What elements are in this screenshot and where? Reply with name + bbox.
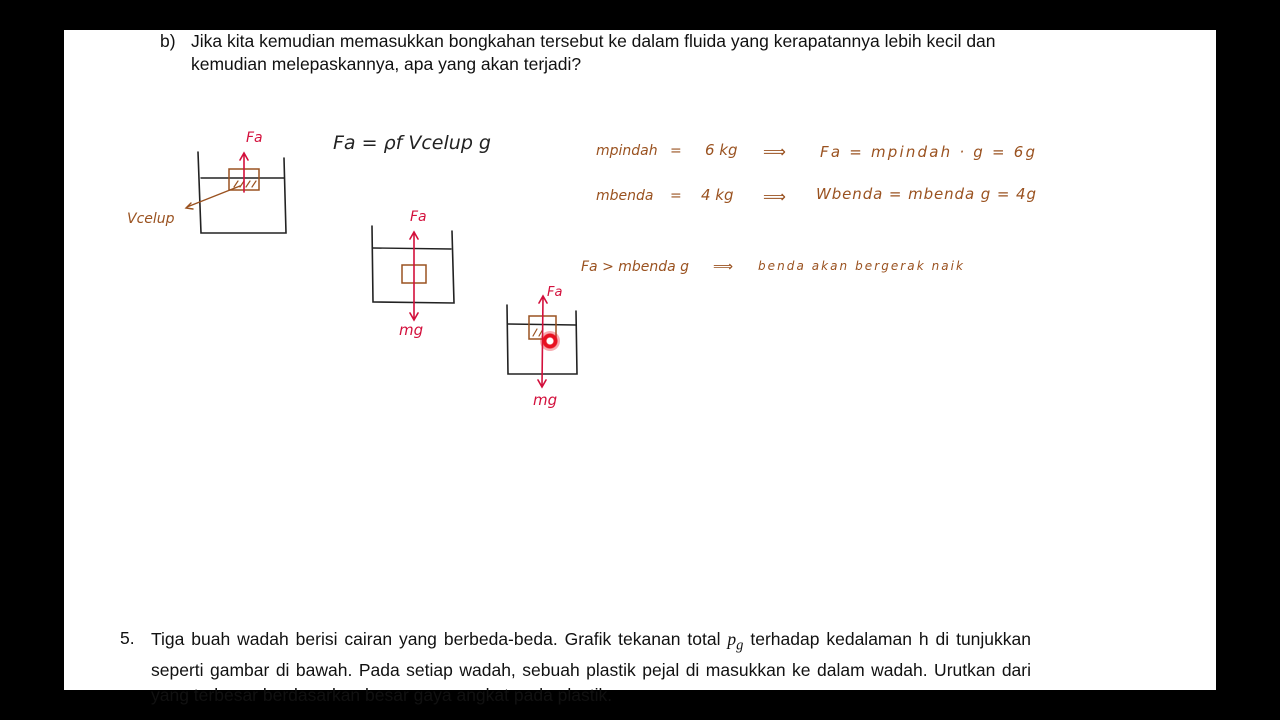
equation-line-2 — [596, 185, 1036, 206]
force-label-fa-2: Fa — [410, 209, 427, 225]
question-b-number: b) — [160, 31, 176, 51]
m-benda-value: 4 kg — [701, 186, 734, 204]
pressure-symbol — [727, 629, 744, 654]
diagram-submerged-block — [372, 226, 454, 320]
buoyant-force-result: Fa = mpindah · g = 6g — [820, 143, 1035, 161]
equals-sign: = — [670, 143, 682, 159]
question-5-text — [151, 627, 1031, 707]
equals-sign: = — [670, 188, 682, 204]
handwritten-notes — [64, 30, 1216, 690]
equation-line-1 — [596, 141, 1035, 161]
weight-label-mg-2: mg — [399, 321, 424, 339]
implies-arrow: ⟹ — [763, 187, 786, 206]
implies-arrow: ⟹ — [763, 142, 786, 161]
m-pindah-label: mpindah — [596, 143, 658, 159]
force-label-fa-3: Fa — [547, 285, 563, 300]
weight-label-mg-3: mg — [533, 391, 558, 409]
buoyancy-formula: Fa = ρf Vcelup g — [333, 132, 491, 154]
volume-label-vcelup: Vcelup — [127, 211, 175, 227]
comparison: Fa > mbenda g — [581, 259, 689, 275]
m-pindah-value: 6 kg — [705, 141, 738, 159]
diagram-floating-block — [186, 152, 286, 233]
document-page — [64, 30, 1216, 705]
implies-arrow: ⟹ — [713, 259, 734, 275]
pressure-symbol-subscript: g — [736, 637, 744, 654]
m-benda-label: mbenda — [596, 188, 654, 204]
conclusion: benda akan bergerak naik — [758, 259, 963, 273]
question-5-number: 5. — [120, 628, 135, 648]
question-5-text-part2: terhadap kedalaman h di tunjukkan seperti gambar di bawah. Pada setiap wadah, sebuah plastik pejal di masukkan ke dalam wadah. Urutkan dari yang terbesar berdasarkan besar gaya angkat pada plastik. — [151, 629, 1031, 705]
pressure-symbol-p: p — [727, 629, 737, 649]
pointer-cursor-icon — [540, 331, 560, 351]
question-b-text: Jika kita kemudian memasukkan bongkahan tersebut ke dalam fluida yang kerapatannya lebih kecil dan kemudian melepaskannya, apa yang akan terjadi? — [191, 31, 996, 74]
question-5-text-part1: Tiga buah wadah berisi cairan yang berbeda-beda. Grafik tekanan total — [151, 629, 728, 649]
equation-line-3 — [581, 259, 964, 275]
weight-result: Wbenda = mbenda g = 4g — [816, 185, 1036, 203]
force-label-fa-1: Fa — [246, 130, 263, 146]
